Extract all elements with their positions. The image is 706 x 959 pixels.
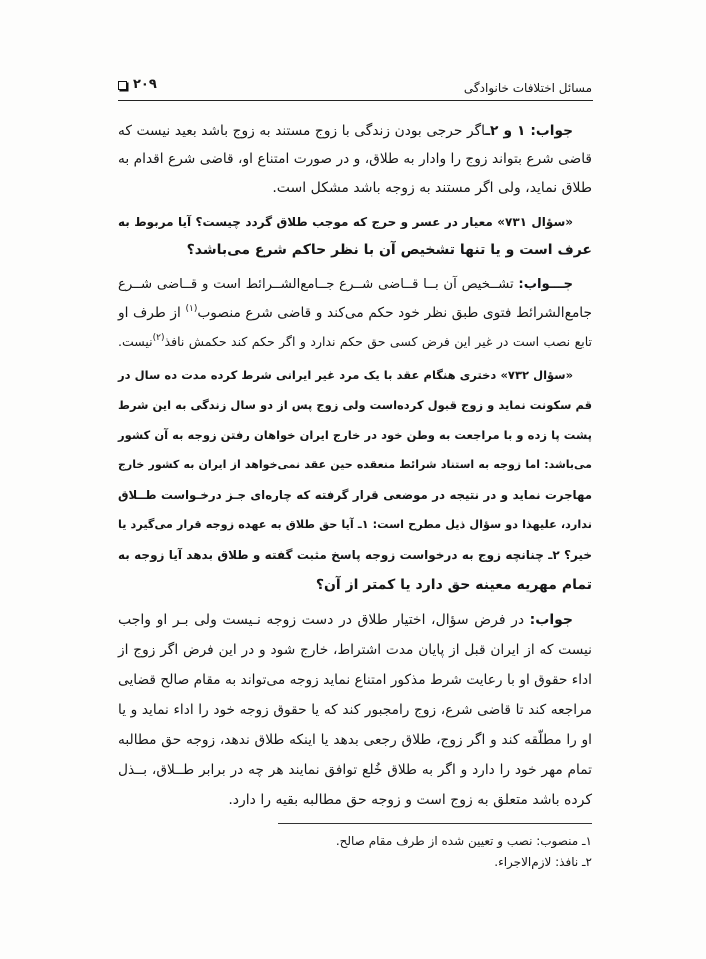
footnote: ۱ـ منصوب: نصب و تعیین شده از طرف مقام صالح. xyxy=(335,833,592,848)
text-line: مهاجرت نماید و در نتیجه در موضعی قرار گرفته که چاره‌ای جـز درخـواست طــلاق xyxy=(118,488,592,502)
running-header-title: مسائل اختلافات خانوادگی xyxy=(463,81,592,95)
text-line xyxy=(118,117,592,146)
page-number-group xyxy=(118,76,157,94)
square-shadow-icon xyxy=(118,81,127,90)
footnotes xyxy=(118,831,592,873)
footnote-separator xyxy=(278,823,592,824)
answer-paragraph xyxy=(118,117,592,203)
answer-lead: جواب: ۱ و ۲ـ xyxy=(485,122,573,139)
question-paragraph xyxy=(118,360,592,600)
text-line: «سؤال ۷۳۱» معیار در عسر و حرج که موجب طلاق گردد چیست؟ آیا مربوط به xyxy=(118,214,574,229)
page-number: ۲۰۹ xyxy=(133,77,157,92)
line-text: نیست. xyxy=(118,333,153,349)
text-line: می‌باشد: اما زوجه به استناد شرائط منعقده حین عقد نمی‌خواهد از ایران به کشور خارج xyxy=(118,458,592,471)
text-line: پشت پا زده و با مراجعت به وطن خود در خارج ایران خواهان رفتن زوجه به آن کشور xyxy=(118,428,592,442)
text-line: مراجعه کند تا قاضی شرع، زوج رامجبور کند که یا حقوق زوجه خود را اداء نماید و یا xyxy=(118,702,592,718)
text-line xyxy=(118,271,592,300)
line-text: تشــخیص آن بــا قــاضی شــرع جــامع‌الشــرائط است و قــاضی شــرع xyxy=(118,276,514,292)
line-text: اگر حرجی بودن زندگی با زوج مستند به زوج باشد بعید نیست که xyxy=(118,122,486,139)
line-text: تابع نصب است در غیر این فرض کسی حق حکم ندارد و اگر حکم کند حکمش نافذ xyxy=(164,333,592,349)
header-rule xyxy=(118,100,593,101)
text-line: خیر؟ ۲ـ چنانچه زوج به درخواست زوجه پاسخ مثبت گفته و طلاق بدهد آیا زوجه به xyxy=(118,548,592,562)
text-line: قاضی شرع بتواند زوج را وادار به طلاق، و در صورت امتناع او، قاضی شرع اقدام به xyxy=(118,151,592,168)
question-paragraph xyxy=(118,208,592,265)
text-line: تمام مهر خود را دارد و اگر به طلاق خُلع توافق نمایند هر چه در برابر طــلاق، بــذل xyxy=(118,762,592,778)
line-text: جامع‌الشرائط فتوی طبق نظر خود حکم می‌کند و قاضی شرع منصوب xyxy=(197,305,592,322)
text-line: «سؤال ۷۳۲» دختری هنگام عقد با یک مرد غیر ایرانی شرط کرده مدت ده سال در xyxy=(118,368,573,382)
text-line: ندارد، علیهذا دو سؤال ذیل مطرح است: ۱ـ آیا حق طلاق به عهده زوجه قرار می‌گیرد یا xyxy=(118,518,592,531)
text-line: اداء حقوق او با رعایت شرط مذکور امتناع نماید زوجه می‌تواند به مقام صالح قضایی xyxy=(118,672,592,688)
text-line: قم سکونت نماید و زوج قبول کرده‌است ولی زوج پس از دو سال زندگی به این شرط xyxy=(118,398,592,412)
footnote-marker: (۱) xyxy=(185,304,198,315)
answer-paragraph xyxy=(118,271,592,357)
text-line: نیست که از ایران قبل از پایان مدت اشتراط، خارج شود و در این فرض اگر زوج از xyxy=(118,642,592,658)
text-line: کرده باشد متعلق به زوج است و زوجه حق مطالبه بقیه را دارد. xyxy=(228,792,592,808)
line-text: در فرض سؤال، اختیار طلاق در دست زوجه نـیست ولی بـر او واجب xyxy=(118,612,525,628)
text-line: عرف است و یا تنها تشخیص آن با نظر حاکم شرع می‌باشد؟ xyxy=(186,242,592,259)
text-line xyxy=(118,328,592,357)
text-line: طلاق نماید، ولی اگر مستند به زوجه باشد مشکل است. xyxy=(272,179,592,196)
text-line xyxy=(118,299,592,328)
text-line xyxy=(118,605,592,635)
text-line: تمام مهریه معینه حق دارد یا کمتر از آن؟ xyxy=(315,577,592,593)
footnote-marker: (۲) xyxy=(152,332,165,343)
text-line: او را مطلّقه کند و اگر زوج، طلاق رجعی بدهد یا اینکه طلاق ندهد، زوجه حق مطالبه xyxy=(118,732,592,748)
line-text: از طرف او xyxy=(118,305,181,322)
footnote: ۲ـ نافذ: لازم‌الاجراء. xyxy=(494,854,592,869)
answer-paragraph xyxy=(118,605,592,815)
answer-lead: جـــواب: xyxy=(518,276,574,292)
answer-lead: جواب: xyxy=(529,612,573,628)
